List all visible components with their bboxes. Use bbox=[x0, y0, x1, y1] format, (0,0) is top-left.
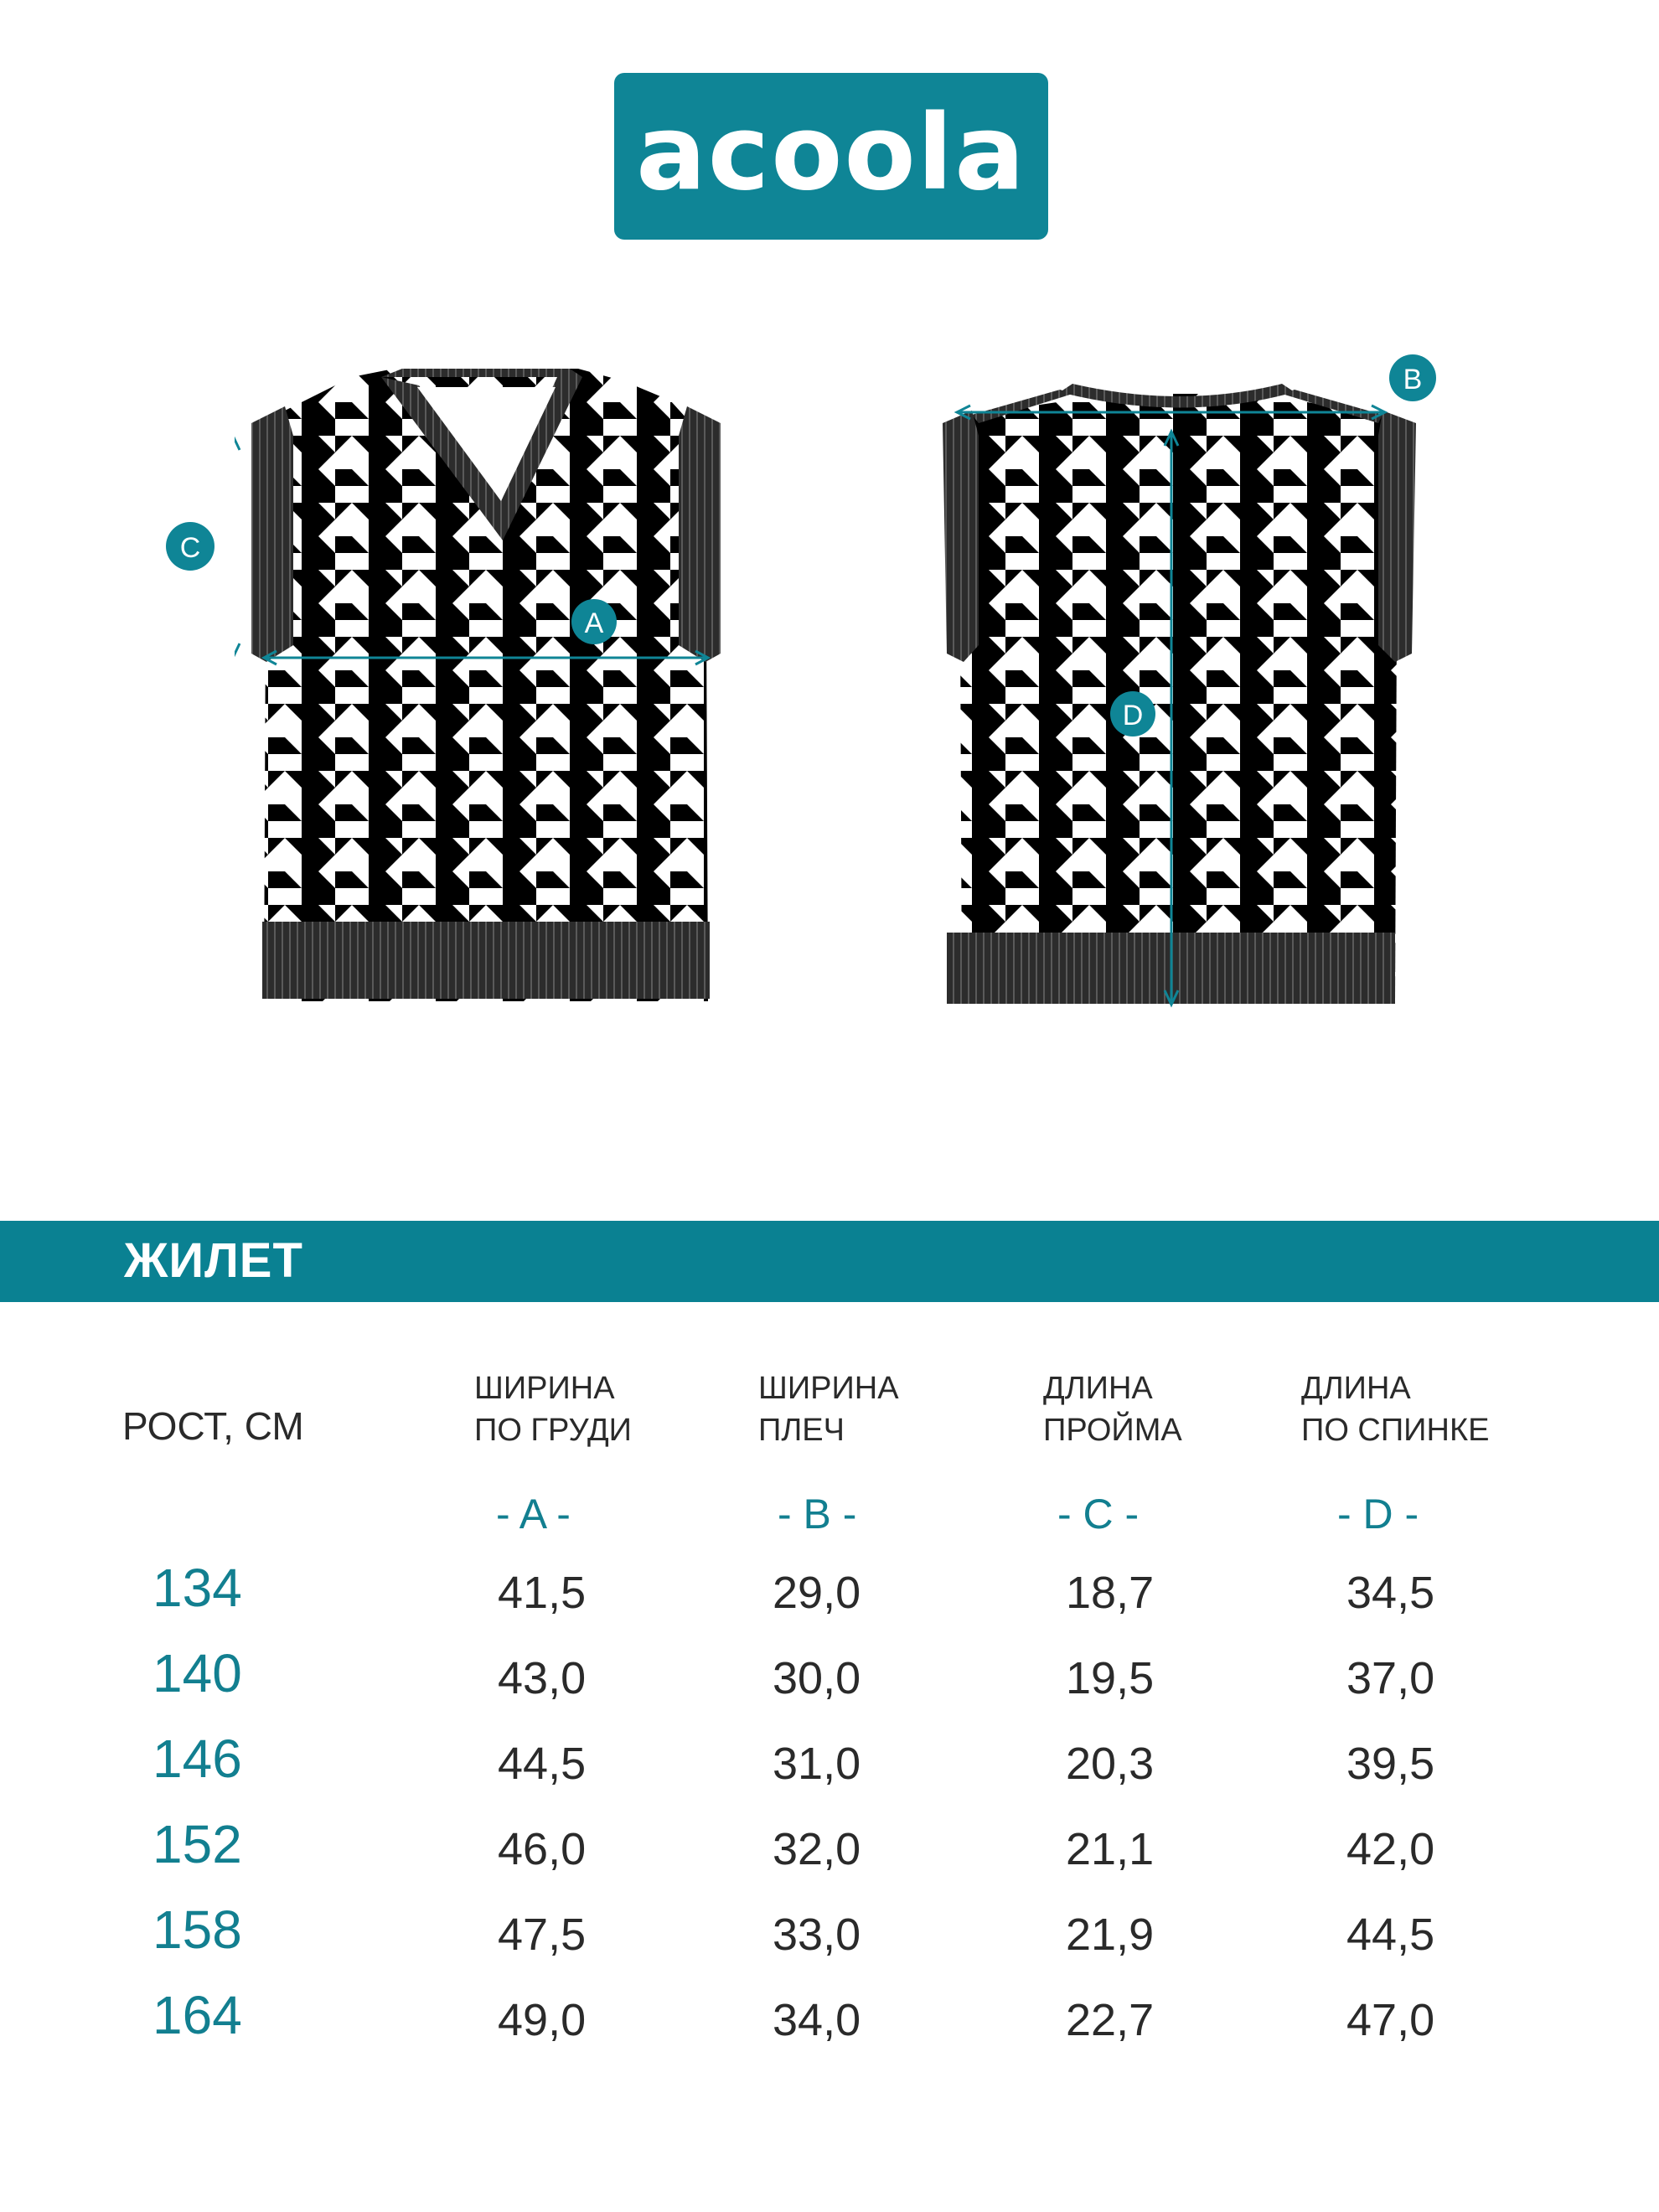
col-b-header-line1: ШИРИНА bbox=[758, 1371, 899, 1406]
col-a-letter: - A - bbox=[496, 1491, 571, 1538]
cell-c: 19,5 bbox=[1066, 1653, 1155, 1703]
col-d-header bbox=[1301, 1367, 1489, 1451]
cell-b: 32,0 bbox=[773, 1824, 861, 1874]
col-b-letter: - B - bbox=[778, 1491, 857, 1538]
cell-a: 43,0 bbox=[498, 1653, 587, 1703]
row-height: 146 bbox=[152, 1729, 242, 1789]
col-c-header bbox=[1043, 1367, 1182, 1451]
row-height: 164 bbox=[152, 1985, 242, 2045]
cell-b: 34,0 bbox=[773, 1995, 861, 2045]
cell-d: 34,5 bbox=[1346, 1568, 1435, 1618]
vest-front-diagram bbox=[235, 352, 737, 1014]
col-b-header bbox=[758, 1367, 899, 1451]
cell-c: 20,3 bbox=[1066, 1739, 1155, 1789]
col-a-header-line1: ШИРИНА bbox=[474, 1371, 615, 1406]
section-title: ЖИЛЕТ bbox=[124, 1233, 303, 1288]
brand-logo bbox=[614, 73, 1048, 240]
cell-a: 46,0 bbox=[498, 1824, 587, 1874]
cell-c: 21,9 bbox=[1066, 1910, 1155, 1960]
col-a-header bbox=[474, 1367, 632, 1451]
height-header: РОСТ, СМ bbox=[122, 1404, 304, 1448]
cell-d: 39,5 bbox=[1346, 1739, 1435, 1789]
section-bar bbox=[0, 1221, 1659, 1302]
cell-d: 37,0 bbox=[1346, 1653, 1435, 1703]
cell-a: 47,5 bbox=[498, 1910, 587, 1960]
col-c-header-line2: ПРОЙМА bbox=[1043, 1413, 1182, 1448]
vest-back-diagram bbox=[926, 344, 1445, 1014]
col-c-header-line1: ДЛИНА bbox=[1043, 1371, 1153, 1406]
brand-logo-text: acoola bbox=[636, 92, 1026, 214]
col-d-letter: - D - bbox=[1337, 1491, 1419, 1538]
row-height: 152 bbox=[152, 1814, 242, 1874]
cell-a: 41,5 bbox=[498, 1568, 587, 1618]
cell-c: 22,7 bbox=[1066, 1995, 1155, 2045]
cell-d: 42,0 bbox=[1346, 1824, 1435, 1874]
col-d-header-line1: ДЛИНА bbox=[1301, 1371, 1411, 1406]
cell-b: 30,0 bbox=[773, 1653, 861, 1703]
marker-b bbox=[1387, 352, 1439, 404]
marker-d-label: D bbox=[1122, 700, 1144, 731]
row-height: 134 bbox=[152, 1558, 242, 1618]
col-d-header-line2: ПО СПИНКЕ bbox=[1301, 1413, 1490, 1448]
cell-d: 44,5 bbox=[1346, 1910, 1435, 1960]
row-height: 158 bbox=[152, 1899, 242, 1960]
cell-c: 21,1 bbox=[1066, 1824, 1155, 1874]
cell-c: 18,7 bbox=[1066, 1568, 1155, 1618]
row-height: 140 bbox=[152, 1643, 242, 1703]
marker-c-label: C bbox=[179, 532, 201, 564]
cell-b: 29,0 bbox=[773, 1568, 861, 1618]
col-a-header-line2: ПО ГРУДИ bbox=[474, 1413, 632, 1448]
marker-a-label: A bbox=[584, 607, 604, 639]
cell-a: 49,0 bbox=[498, 1995, 587, 2045]
marker-c bbox=[163, 519, 217, 573]
cell-a: 44,5 bbox=[498, 1739, 587, 1789]
col-c-letter: - C - bbox=[1057, 1491, 1140, 1538]
col-b-header-line2: ПЛЕЧ bbox=[758, 1413, 845, 1448]
cell-b: 31,0 bbox=[773, 1739, 861, 1789]
marker-b-label: B bbox=[1403, 364, 1423, 395]
cell-b: 33,0 bbox=[773, 1910, 861, 1960]
cell-d: 47,0 bbox=[1346, 1995, 1435, 2045]
